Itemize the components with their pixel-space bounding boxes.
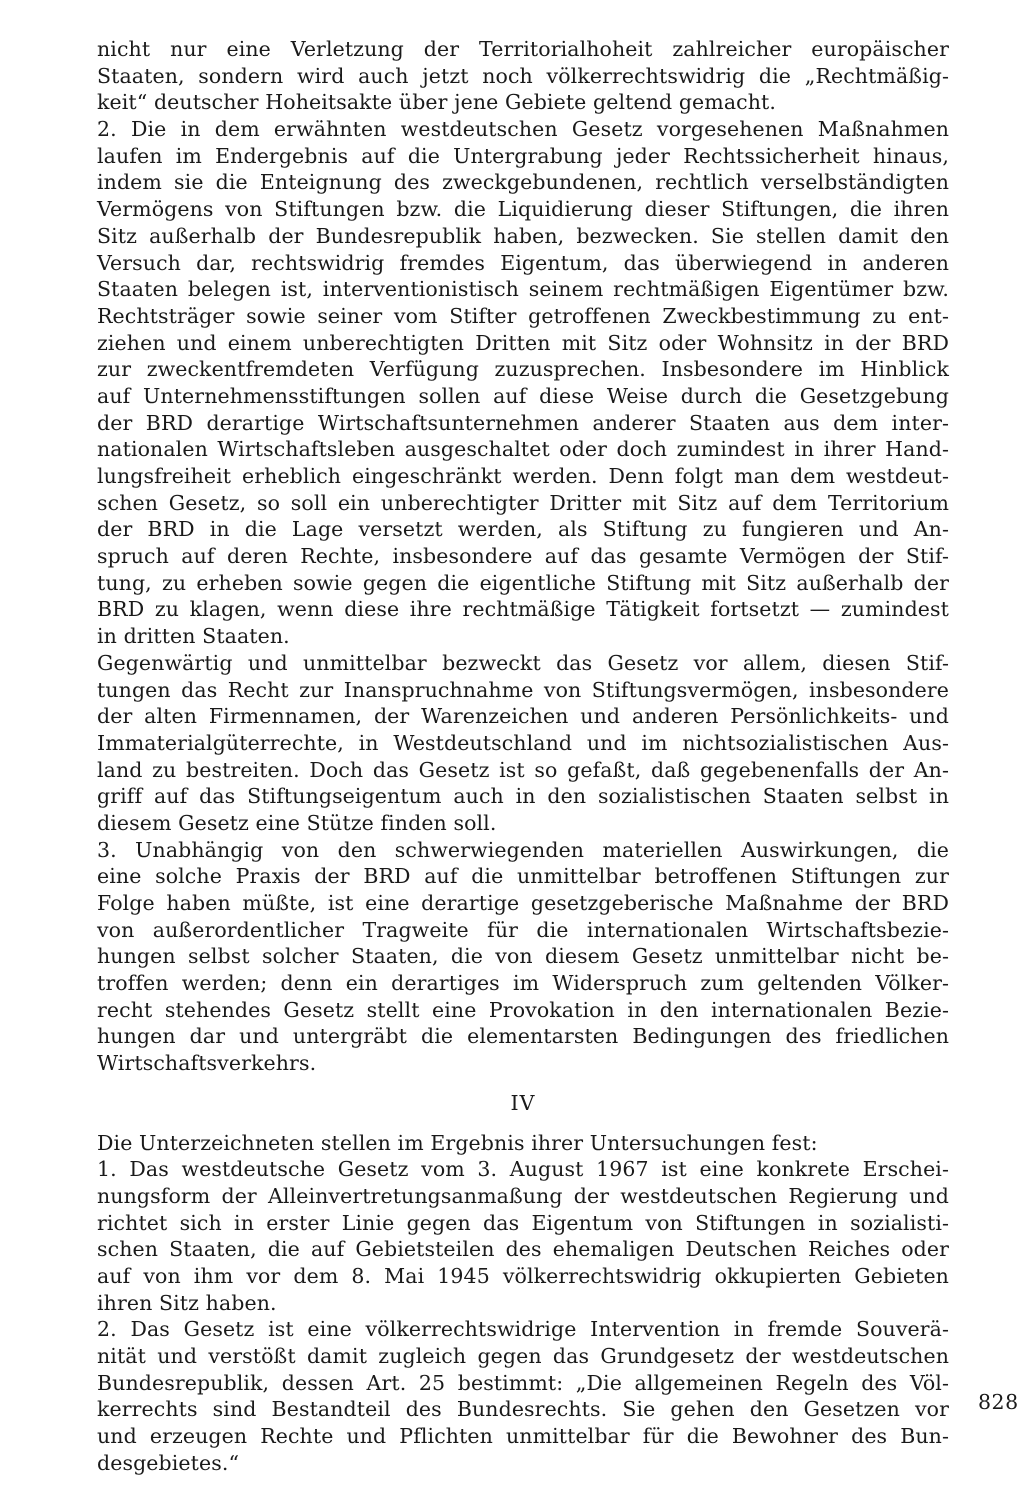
- page-body: [97, 36, 949, 1476]
- text-line: ziehen und einem unberechtigten Dritten mit Sitz oder Wohnsitz in der BRD: [97, 330, 949, 355]
- section-heading: IV: [510, 1090, 536, 1115]
- text-line: Gegenwärtig und unmittelbar bezweckt das Gesetz vor allem, diesen Stif-: [97, 650, 949, 675]
- text-line: land zu bestreiten. Doch das Gesetz ist so gefaßt, daß gegebenenfalls der An-: [97, 757, 949, 782]
- text-line: 2. Das Gesetz ist eine völkerrechtswidrige Intervention in fremde Souverä-: [97, 1317, 949, 1342]
- text-line: schen Gesetz, so soll ein unberechtigter Dritter mit Sitz auf dem Territorium: [97, 490, 949, 515]
- text-line: 2. Die in dem erwähnten westdeutschen Gesetz vorgesehenen Maßnahmen: [97, 117, 949, 142]
- text-line: von außerordentlicher Tragweite für die internationalen Wirtschaftsbezie-: [97, 917, 949, 942]
- text-line: tung, zu erheben sowie gegen die eigentliche Stiftung mit Sitz außerhalb der: [97, 570, 949, 595]
- text-line: Versuch dar, rechtswidrig fremdes Eigentum, das überwiegend in anderen: [97, 250, 949, 275]
- text-line: recht stehendes Gesetz stellt eine Provokation in den internationalen Bezie-: [97, 997, 949, 1022]
- text-line: Bundesrepublik, dessen Art. 25 bestimmt: „Die allgemeinen Regeln des Völ-: [97, 1370, 949, 1395]
- text-line: in dritten Staaten.: [97, 624, 290, 649]
- text-line: tungen das Recht zur Inanspruchnahme von Stiftungsvermögen, insbesondere: [97, 677, 949, 702]
- text-line: 3. Unabhängig von den schwerwiegenden materiellen Auswirkungen, die: [97, 837, 949, 862]
- text-line: Vermögens von Stiftungen bzw. die Liquidierung dieser Stiftungen, die ihren: [97, 197, 949, 222]
- text-line: Staaten belegen ist, interventionistisch seinem rechtmäßigen Eigentümer bzw.: [97, 277, 949, 302]
- text-line: Sitz außerhalb der Bundesrepublik haben, bezwecken. Sie stellen damit den: [97, 223, 949, 248]
- text-line: Rechtsträger sowie seiner vom Stifter getroffenen Zweckbestimmung zu ent-: [97, 303, 949, 328]
- text-line: der BRD derartige Wirtschaftsunternehmen anderer Staaten aus dem inter-: [97, 410, 949, 435]
- text-line: der alten Firmennamen, der Warenzeichen und anderen Persönlichkeits- und: [97, 704, 949, 729]
- text-line: Staaten, sondern wird auch jetzt noch völkerrechtswidrig die „Rechtmäßig-: [97, 63, 949, 88]
- text-line: und erzeugen Rechte und Pflichten unmittelbar für die Bewohner des Bun-: [97, 1424, 949, 1449]
- text-line: laufen im Endergebnis auf die Untergrabung jeder Rechtssicherheit hinaus,: [97, 143, 949, 168]
- text-line: Folge haben müßte, ist eine derartige gesetzgeberische Maßnahme der BRD: [97, 891, 949, 915]
- text-line: 1. Das westdeutsche Gesetz vom 3. August 1967 ist eine konkrete Erschei-: [97, 1157, 949, 1182]
- text-line: schen Staaten, die auf Gebietsteilen des ehemaligen Deutschen Reiches oder: [97, 1237, 949, 1262]
- text-line: nicht nur eine Verletzung der Territorialhoheit zahlreicher europäischer: [97, 37, 949, 61]
- text-line: zur zweckentfremdeten Verfügung zuzusprechen. Insbesondere im Hinblick: [97, 357, 949, 382]
- text-line: Wirtschaftsverkehrs.: [97, 1051, 317, 1076]
- text-line: BRD zu klagen, wenn diese ihre rechtmäßige Tätigkeit fortsetzt — zumindest: [97, 597, 949, 622]
- text-line: indem sie die Enteignung des zweckgebundenen, rechtlich verselbständigten: [97, 170, 949, 195]
- text-line: hungen dar und untergräbt die elementarsten Bedingungen des friedlichen: [97, 1024, 949, 1049]
- text-line: nität und verstößt damit zugleich gegen das Grundgesetz der westdeutschen: [97, 1344, 949, 1368]
- text-line: hungen selbst solcher Staaten, die von diesem Gesetz unmittelbar nicht be-: [97, 944, 949, 969]
- text-line: keit“ deutscher Hoheitsakte über jene Gebiete geltend gemacht.: [97, 90, 776, 115]
- page-number: 828: [978, 1390, 1019, 1414]
- text-line: richtet sich in erster Linie gegen das Eigentum von Stiftungen in sozialisti-: [97, 1210, 949, 1235]
- text-line: auf Unternehmensstiftungen sollen auf diese Weise durch die Gesetzgebung: [97, 383, 949, 408]
- text-line: desgebietes.“: [97, 1450, 240, 1475]
- text-line: spruch auf deren Rechte, insbesondere auf das gesamte Vermögen der Stif-: [97, 544, 949, 569]
- text-line: Die Unterzeichneten stellen im Ergebnis ihrer Untersuchungen fest:: [97, 1130, 818, 1155]
- text-line: ihren Sitz haben.: [97, 1290, 277, 1315]
- section-4-text: [97, 1130, 949, 1477]
- text-line: nationalen Wirtschaftsleben ausgeschaltet oder doch zumindest in ihrer Hand-: [97, 437, 949, 462]
- text-line: eine solche Praxis der BRD auf die unmittelbar betroffenen Stiftungen zur: [97, 864, 949, 889]
- text-line: Immaterialgüterrechte, in Westdeutschland und im nichtsozialistischen Aus-: [97, 730, 949, 755]
- section-3-text: [97, 36, 949, 1077]
- text-line: troffen werden; denn ein derartiges im Widerspruch zum geltenden Völker-: [97, 971, 949, 996]
- text-line: diesem Gesetz eine Stütze finden soll.: [97, 810, 497, 835]
- text-line: kerrechts sind Bestandteil des Bundesrechts. Sie gehen den Gesetzen vor: [97, 1397, 949, 1422]
- text-line: auf von ihm vor dem 8. Mai 1945 völkerrechtswidrig okkupierten Gebieten: [97, 1263, 949, 1288]
- text-line: nungsform der Alleinvertretungsanmaßung der westdeutschen Regierung und: [97, 1183, 949, 1208]
- text-line: lungsfreiheit erheblich eingeschränkt werden. Denn folgt man dem westdeut-: [97, 464, 949, 488]
- text-line: der BRD in die Lage versetzt werden, als Stiftung zu fungieren und An-: [97, 517, 949, 542]
- text-line: griff auf das Stiftungseigentum auch in den sozialistischen Staaten selbst in: [97, 784, 949, 809]
